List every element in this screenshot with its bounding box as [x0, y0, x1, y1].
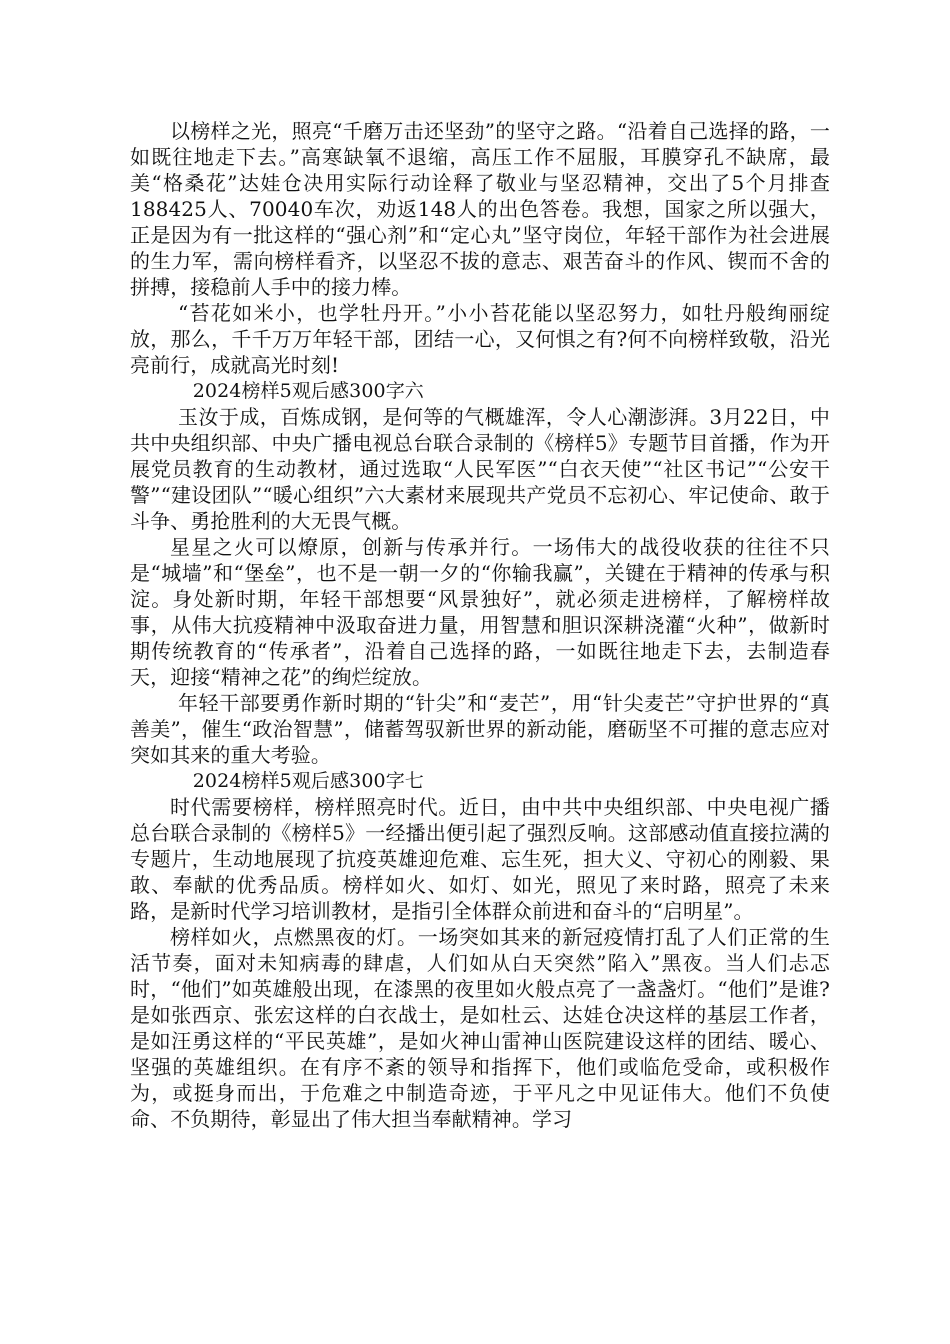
paragraph-2: “苔花如米小，也学牡丹开。”小小苔花能以坚忍努力，如牡丹般绚丽绽放，那么，千千万万年轻干部，团结一心，又何惧之有?何不向榜样致敬，沿光亮前行，成就高光时刻! [130, 301, 830, 377]
paragraph-3: 玉汝于成，百炼成钢，是何等的气概雄浑，令人心潮澎湃。3月22日，中共中央组织部、中央广播电视总台联合录制的《榜样5》专题节目首播，作为开展党员教育的生动教材，通过选取“人民军医”“白衣天使”“社区书记”“公安干警”“建设团队”“暖心组织”六大素材来展现共产党员不忘初心、牢记使命、敢于斗争、勇抢胜利的大无畏气概。 [130, 405, 830, 533]
paragraph-7: 榜样如火，点燃黑夜的灯。一场突如其来的新冠疫情打乱了人们正常的生活节奏，面对未知病毒的肆虐，人们如从白天突然”陷入”黑夜。当人们忐忑时，“他们”如英雄般出现，在漆黑的夜里如火般点亮了一盏盏灯。“他们”是谁?是如张西京、张宏这样的白衣战士，是如杜云、达娃仓决这样的基层工作者，是如汪勇这样的“平民英雄”，是如火神山雷神山医院建设这样的团结、暖心、坚强的英雄组织。在有序不紊的领导和指挥下，他们或临危受命，或积极作为，或挺身而出，于危难之中制造奇迹，于平凡之中见证伟大。他们不负使命、不负期待，彰显出了伟大担当奉献精神。学习 [130, 925, 830, 1131]
document-body [130, 118, 830, 1132]
paragraph-5: 年轻干部要勇作新时期的“针尖”和“麦芒”，用“针尖麦芒”守护世界的“真善美”，催生“政治智慧”，储蓄驾驭新世界的新动能，磨砺坚不可摧的意志应对突如其来的重大考验。 [130, 691, 830, 767]
section-heading-7: 2024榜样5观后感300字七 [192, 770, 424, 792]
paragraph-1: 以榜样之光，照亮“千磨万击还坚劲”的坚守之路。“沿着自己选择的路，一如既往地走下去。”高寒缺氧不退缩，高压工作不屈服，耳膜穿孔不缺席，最美“格桑花”达娃仓决用实际行动诠释了敬业与坚忍精神，交出了5个月排查188425人、70040车次，劝返148人的出色答卷。我想，国家之所以强大，正是因为有一批这样的“强心剂”和“定心丸”坚守岗位，年轻干部作为社会进展的生力军，需向榜样看齐，以坚忍不拔的意志、艰苦奋斗的作风、锲而不舍的拼搏，接稳前人手中的接力棒。 [130, 119, 830, 299]
paragraph-4: 星星之火可以燎原，创新与传承并行。一场伟大的战役收获的往往不只是“城墙”和“堡垒”，也不是一朝一夕的“你输我赢”，关键在于精神的传承与积淀。身处新时期，年轻干部想要“风景独好”，就必须走进榜样，了解榜样故事，从伟大抗疫精神中汲取奋进力量，用智慧和胆识深耕浇灌“火种”，做新时期传统教育的“传承者”，沿着自己选择的路，一如既往地走下去，去制造春天，迎接“精神之花”的绚烂绽放。 [130, 535, 830, 689]
section-heading-6: 2024榜样5观后感300字六 [192, 380, 424, 402]
paragraph-6: 时代需要榜样，榜样照亮时代。近日，由中共中央组织部、中央电视广播总台联合录制的《榜样5》一经播出便引起了强烈反响。这部感动值直接拉满的专题片，生动地展现了抗疫英雄迎危难、忘生死，担大义、守初心的刚毅、果敢、奉献的优秀品质。榜样如火、如灯、如光，照见了来时路，照亮了未来路，是新时代学习培训教材，是指引全体群众前进和奋斗的“启明星”。 [130, 795, 830, 923]
